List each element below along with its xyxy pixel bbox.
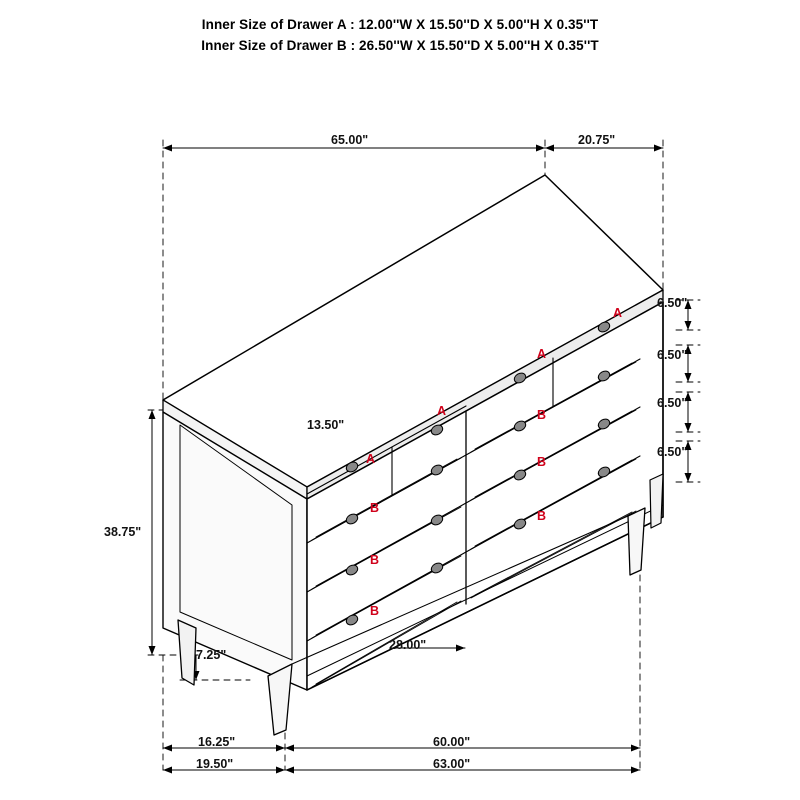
header-line-2: Inner Size of Drawer B : 26.50''W X 15.50''D X 5.00''H X 0.35''T	[201, 38, 599, 53]
drawer-label: B	[537, 455, 547, 469]
dim-base-depth: 19.50"	[196, 757, 234, 771]
dim-base-width: 63.00"	[433, 757, 471, 771]
dim-side-depth: 16.25"	[198, 735, 236, 749]
drawer-label: B	[537, 408, 547, 422]
drawer-label: B	[370, 501, 380, 515]
dim-height: 38.75"	[104, 525, 142, 539]
drawer-label: A	[613, 306, 623, 320]
dim-row-height-4: 6.50"	[657, 445, 688, 459]
dim-row-height-2: 6.50"	[657, 348, 688, 362]
drawer-label: B	[370, 604, 380, 618]
dim-row-height-1: 6.50"	[657, 296, 688, 310]
dim-drawer-b-width: 28.00"	[389, 638, 427, 652]
header-line-1: Inner Size of Drawer A : 12.00''W X 15.50''D X 5.00''H X 0.35''T	[201, 17, 599, 32]
drawer-label: A	[366, 452, 376, 466]
drawer-label: A	[437, 404, 447, 418]
dim-drawer-a-width: 13.50"	[307, 418, 345, 432]
dim-top-width: 65.00"	[331, 133, 369, 147]
drawer-label: A	[537, 347, 547, 361]
dim-top-depth: 20.75"	[578, 133, 616, 147]
drawer-label: B	[370, 553, 380, 567]
drawer-label: B	[537, 509, 547, 523]
dim-front-width: 60.00"	[433, 735, 471, 749]
dim-row-height-3: 6.50"	[657, 396, 688, 410]
dim-leg-height: 7.25"	[196, 648, 227, 662]
